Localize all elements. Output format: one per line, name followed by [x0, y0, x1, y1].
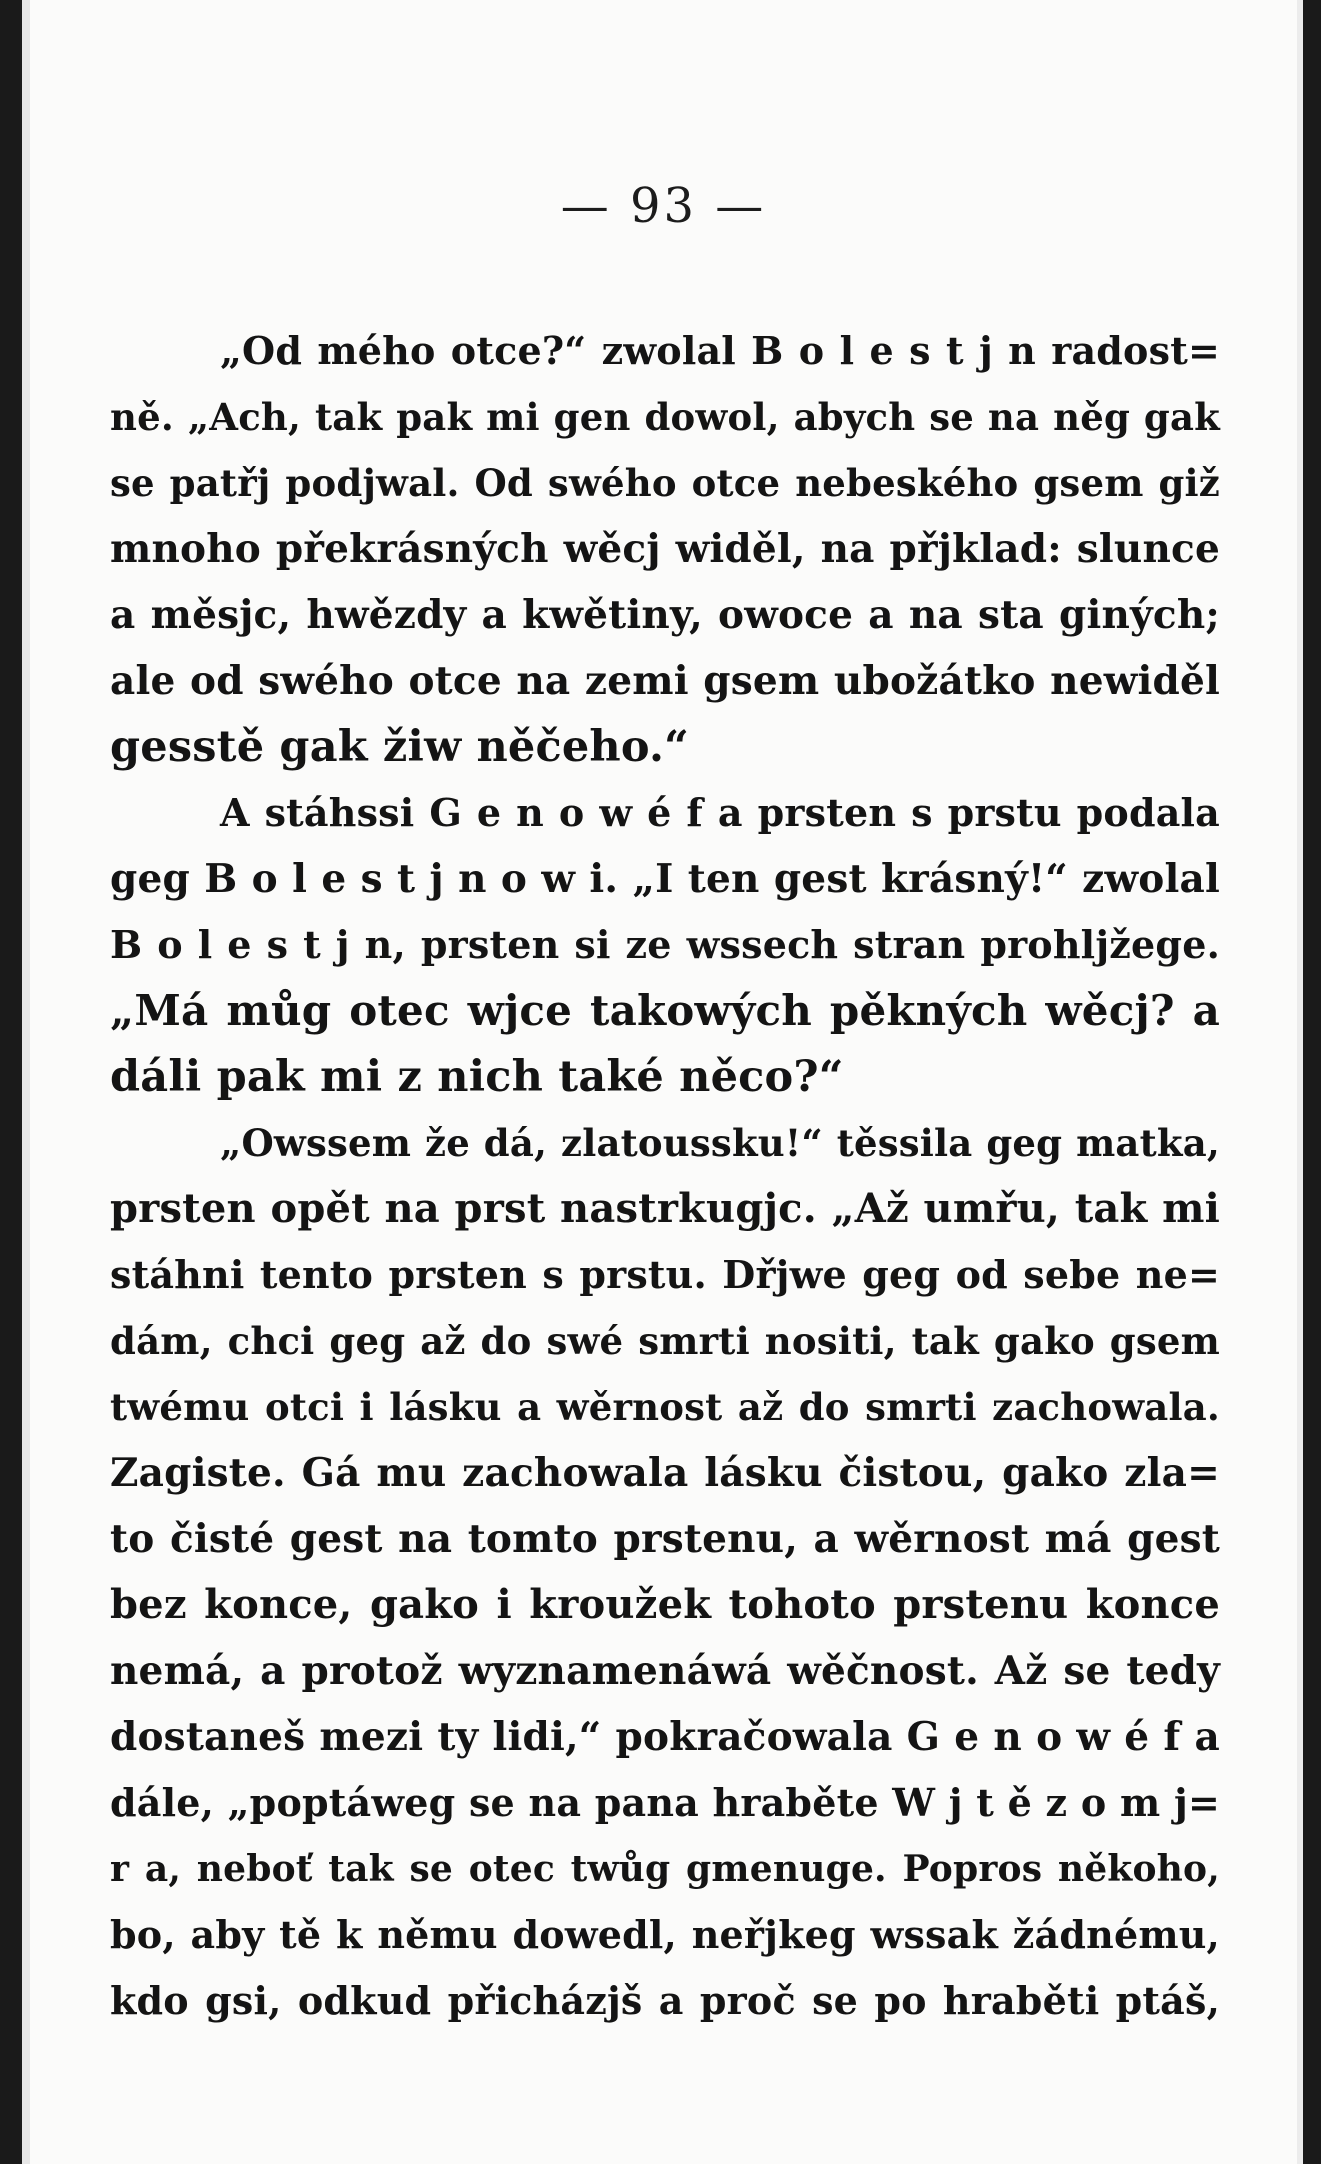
- text-line: Zagiste. Gá mu zachowala lásku čistou, gako zla=: [110, 1450, 1220, 1496]
- text-line: B o l e s t j n, prsten si ze wssech stran prohljžege.: [110, 922, 1220, 967]
- text-line: bez konce, gako i kroužek tohoto prstenu konce: [110, 1581, 1220, 1628]
- text-line: ale od swého otce na zemi gsem ubožátko newiděl: [110, 658, 1220, 704]
- text-line: se patřj podjwal. Od swého otce nebeského gsem giž: [110, 461, 1220, 505]
- text-line: „Od mého otce?“ zwolal B o l e s t j n radost=: [220, 328, 1220, 373]
- text-line: geg B o l e s t j n o w i. „I ten gest krásný!“ zwolal: [110, 856, 1220, 902]
- text-line: nemá, a protož wyznamenáwá wěčnost. Až se tedy: [110, 1648, 1220, 1694]
- text-line: twému otci i lásku a wěrnost až do smrti zachowala.: [110, 1385, 1220, 1429]
- text-line: „Owssem že dá, zlatoussku!“ těssila geg matka,: [220, 1121, 1220, 1165]
- text-line: r a, neboť tak se otec twůg gmenuge. Popros někoho,: [110, 1848, 1220, 1890]
- book-page: [30, 0, 1297, 2164]
- page-text-body: [110, 318, 1220, 2034]
- text-line: a měsjc, hwězdy a kwětiny, owoce a na sta giných;: [110, 592, 1220, 638]
- text-line: „Má můg otec wjce takowých pěkných wěcj? a: [110, 986, 1220, 1035]
- text-line: prsten opět na prst nastrkugjc. „Až umřu, tak mi: [110, 1185, 1220, 1232]
- text-line: bo, aby tě k němu dowedl, neřjkeg wssak žádnému,: [110, 1912, 1220, 1957]
- text-line: to čisté gest na tomto prstenu, a wěrnost má gest: [110, 1516, 1220, 1562]
- text-line: dostaneš mezi ty lidi,“ pokračowala G e n o w é f a: [110, 1714, 1220, 1760]
- text-line: ně. „Ach, tak pak mi gen dowol, abych se na něg gak: [110, 395, 1220, 439]
- text-line: mnoho překrásných wěcj widěl, na přjklad: slunce: [110, 526, 1220, 572]
- scan-border-left: [0, 0, 22, 2164]
- scan-border-right: [1303, 0, 1321, 2164]
- page-number-header: — 93 —: [560, 178, 767, 234]
- text-line: dáli pak mi z nich také něco?“: [110, 1052, 844, 1102]
- text-line: dále, „poptáweg se na pana hraběte W j t ě z o m j=: [110, 1780, 1220, 1825]
- text-line: gesstě gak žiw něčeho.“: [110, 722, 690, 772]
- text-line: kdo gsi, odkud přicházjš a proč se po hraběti ptáš,: [110, 1978, 1220, 2023]
- text-line: stáhni tento prsten s prstu. Dřjwe geg od sebe ne=: [110, 1252, 1220, 1297]
- text-line: A stáhssi G e n o w é f a prsten s prstu podala: [220, 790, 1220, 835]
- scan-edge-right: [1297, 0, 1303, 2164]
- scan-edge-left: [22, 0, 30, 2164]
- text-line: dám, chci geg až do swé smrti nositi, tak gako gsem: [110, 1319, 1220, 1363]
